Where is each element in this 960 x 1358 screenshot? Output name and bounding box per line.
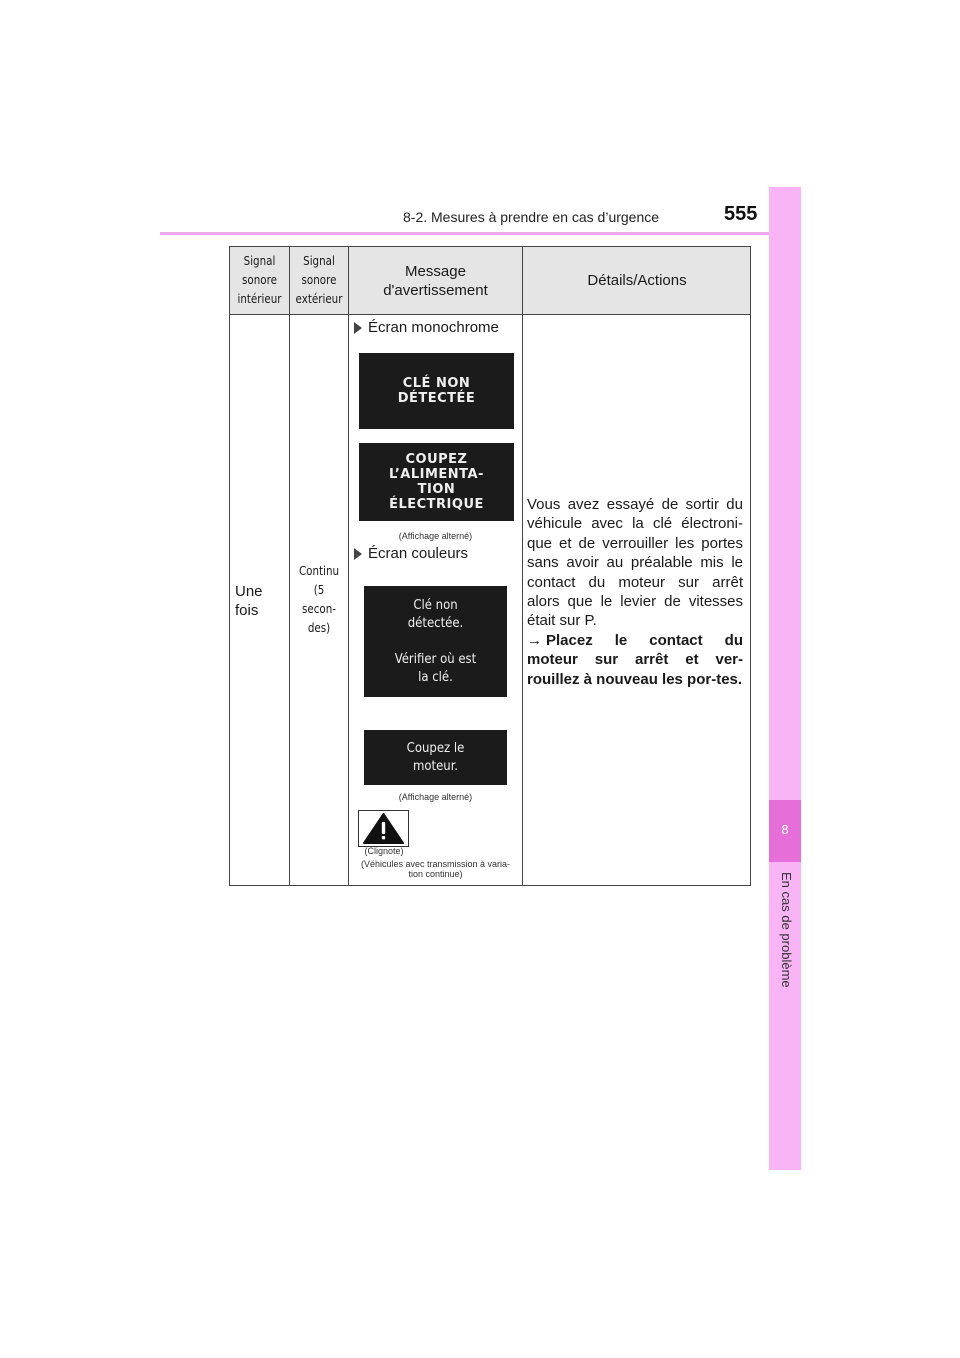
action-text-block xyxy=(527,631,743,689)
note-line: tion continue) xyxy=(408,869,463,879)
header-line: Détails/Actions xyxy=(587,271,687,289)
note-line: (Véhicules avec transmission à varia- xyxy=(360,859,511,869)
color-screen-key-not-detected: Clé non détectée. Vérifier où est la clé. xyxy=(364,586,507,697)
header-warning-message xyxy=(349,247,522,314)
section-title: 8-2. Mesures à prendre en cas d’urgence xyxy=(403,209,660,225)
chapter-side-tab[interactable] xyxy=(769,187,801,1170)
details-text: Vous avez essayé de sortir du véhicule avec la clé électroni-que et de verrouiller les portes sans avoir au préalable mis le contact du moteur sur arrêt alors que le levier de vitesses était sur P. xyxy=(527,496,743,630)
header-line: sonore xyxy=(301,273,337,287)
header-rule xyxy=(160,232,800,235)
header-details-actions xyxy=(523,247,751,313)
color-display-heading xyxy=(354,545,468,562)
cell-line: fois xyxy=(235,602,259,619)
header-line: Message xyxy=(405,262,466,280)
color-screen-turn-off-engine: Coupez le moteur. xyxy=(364,730,507,785)
chapter-number: 8 xyxy=(781,822,789,837)
chapter-title: En cas de problème xyxy=(779,872,794,988)
column-divider xyxy=(348,247,349,885)
exterior-buzzer-value xyxy=(294,562,344,638)
alternate-display-note: (Affichage alterné) xyxy=(398,792,473,802)
header-line: intérieur xyxy=(237,292,282,306)
warning-icon-box xyxy=(358,810,409,847)
column-divider xyxy=(522,247,523,885)
mono-display-label: Écran monochrome xyxy=(368,319,499,336)
warning-table xyxy=(229,246,751,886)
interior-buzzer-value xyxy=(235,582,263,620)
mono-screen-turn-off-power: COUPEZ L’ALIMENTA- TION ÉLECTRIQUE xyxy=(359,443,514,521)
page-number: 555 xyxy=(724,203,758,225)
bullet-triangle-icon xyxy=(354,548,362,560)
cell-line: Continu xyxy=(298,564,340,578)
vehicle-note xyxy=(349,859,522,879)
alternate-display-note: (Affichage alterné) xyxy=(398,531,473,541)
blink-note: (Clignote) xyxy=(364,846,404,856)
cell-line: des) xyxy=(307,621,331,635)
cell-line: (5 xyxy=(313,583,325,597)
header-line: Signal xyxy=(243,254,276,268)
action-arrow: → xyxy=(527,632,542,649)
header-line: d'avertissement xyxy=(383,281,488,299)
header-line: sonore xyxy=(242,273,277,287)
warning-triangle-icon xyxy=(359,811,408,846)
mono-screen-key-not-detected: CLÉ NON DÉTECTÉE xyxy=(359,353,514,429)
mono-display-heading xyxy=(354,319,499,336)
header-exterior-buzzer xyxy=(294,247,344,314)
action-text: Placez le contact du moteur sur arrêt et ver-rouillez à nouveau les por-tes. xyxy=(527,632,743,688)
cell-line: secon- xyxy=(302,602,336,616)
cell-line: Une xyxy=(235,583,263,600)
header-line: extérieur xyxy=(295,292,343,306)
color-display-label: Écran couleurs xyxy=(368,545,469,562)
header-line: Signal xyxy=(303,254,335,268)
column-divider xyxy=(289,247,290,885)
header-interior-buzzer xyxy=(234,247,285,314)
bullet-triangle-icon xyxy=(354,322,362,334)
